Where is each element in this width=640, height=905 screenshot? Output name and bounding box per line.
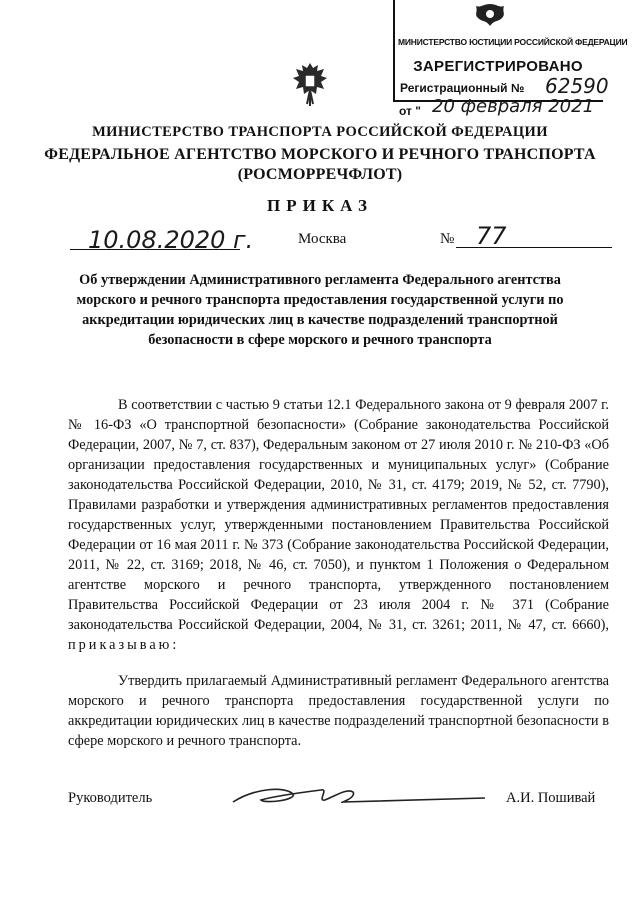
stamp-reg-number: 62590 xyxy=(545,74,609,98)
preamble-paragraph xyxy=(68,395,609,655)
coat-of-arms-icon xyxy=(290,60,330,108)
preamble-text: В соответствии с частью 9 статьи 12.1 Федерального закона от 9 февраля 2007 г. № 16-ФЗ «О транспортной безопасности» (Собрание законодательства Российской Федерации, 2007, № 7, ст. 837), Федеральным законом от 27 июля 2010 г. № 210-ФЗ «Об организации предоставления государственных и муниципальных услуг» (Собрание законодательства Российской Федерации, 2010, № 31, ст. 4179; 2019, № 52, ст. 7790), Правилами разработки и утверждения административных регламентов предоставления государственных услуг, утвержденными постановлением Правительства Российской Федерации от 16 мая 2011 г. № 373 (Собрание законодательства Российской Федерации, 2011, № 22, ст. 3169; 2018, № 46, ст. 7050), и пунктом 1 Положения о Федеральном агентстве морского и речного транспорта, утвержденного постановлением Правительства Российской Федерации от 23 июля 2004 г. № 371 (Собрание законодательства Российской Федерации, 2004, № 31, ст. 3261; 2011, № 47, ст. 6660), xyxy=(68,397,609,633)
order-date: 10.08.2020 г. xyxy=(88,226,254,254)
stamp-ministry: МИНИСТЕРСТВО ЮСТИЦИИ РОССИЙСКОЙ ФЕДЕРАЦИИ xyxy=(398,37,628,47)
order-directive: приказываю: xyxy=(68,637,180,653)
stamp-date: 20 февраля 2021 xyxy=(432,96,595,117)
order-number-label: № xyxy=(440,231,455,247)
title-line: морского и речного транспорта предоставления государственной услуги по xyxy=(76,292,564,308)
approval-paragraph: Утвердить прилагаемый Административный регламент Федерального агентства морского и речного транспорта предоставления государственной услуги по аккредитации юридических лиц в качестве подразделений транспортной безопасности в сфере морского и речного транспорта. xyxy=(68,673,609,749)
title-line: аккредитации юридических лиц в качестве подразделений транспортной xyxy=(82,312,558,328)
stamp-title: ЗАРЕГИСТРИРОВАНО xyxy=(413,58,583,75)
title-line: Об утверждении Административного регламента Федерального агентства xyxy=(79,272,561,288)
document-type: ПРИКАЗ xyxy=(267,196,373,215)
title-line: безопасности в сфере морского и речного транспорта xyxy=(148,332,492,348)
agency-name: ФЕДЕРАЛЬНОЕ АГЕНТСТВО МОРСКОГО И РЕЧНОГО ТРАНСПОРТА xyxy=(44,146,596,163)
order-date-underline xyxy=(70,249,240,250)
ministry-name: МИНИСТЕРСТВО ТРАНСПОРТА РОССИЙСКОЙ ФЕДЕРАЦИИ xyxy=(92,124,548,140)
stamp-reg-label: Регистрационный № xyxy=(400,81,525,95)
order-number-underline xyxy=(456,247,612,248)
order-number: 77 xyxy=(476,222,507,250)
signer-title: Руководитель xyxy=(68,790,153,806)
stamp-date-prefix: от " xyxy=(399,104,421,118)
handwritten-signature-icon xyxy=(225,778,525,814)
stamp-emblem-icon xyxy=(470,0,510,28)
signer-name: А.И. Пошивай xyxy=(506,790,596,806)
agency-short-name: (РОСМОРРЕЧФЛОТ) xyxy=(237,166,403,183)
order-city: Москва xyxy=(298,231,347,247)
document-title xyxy=(60,270,580,350)
